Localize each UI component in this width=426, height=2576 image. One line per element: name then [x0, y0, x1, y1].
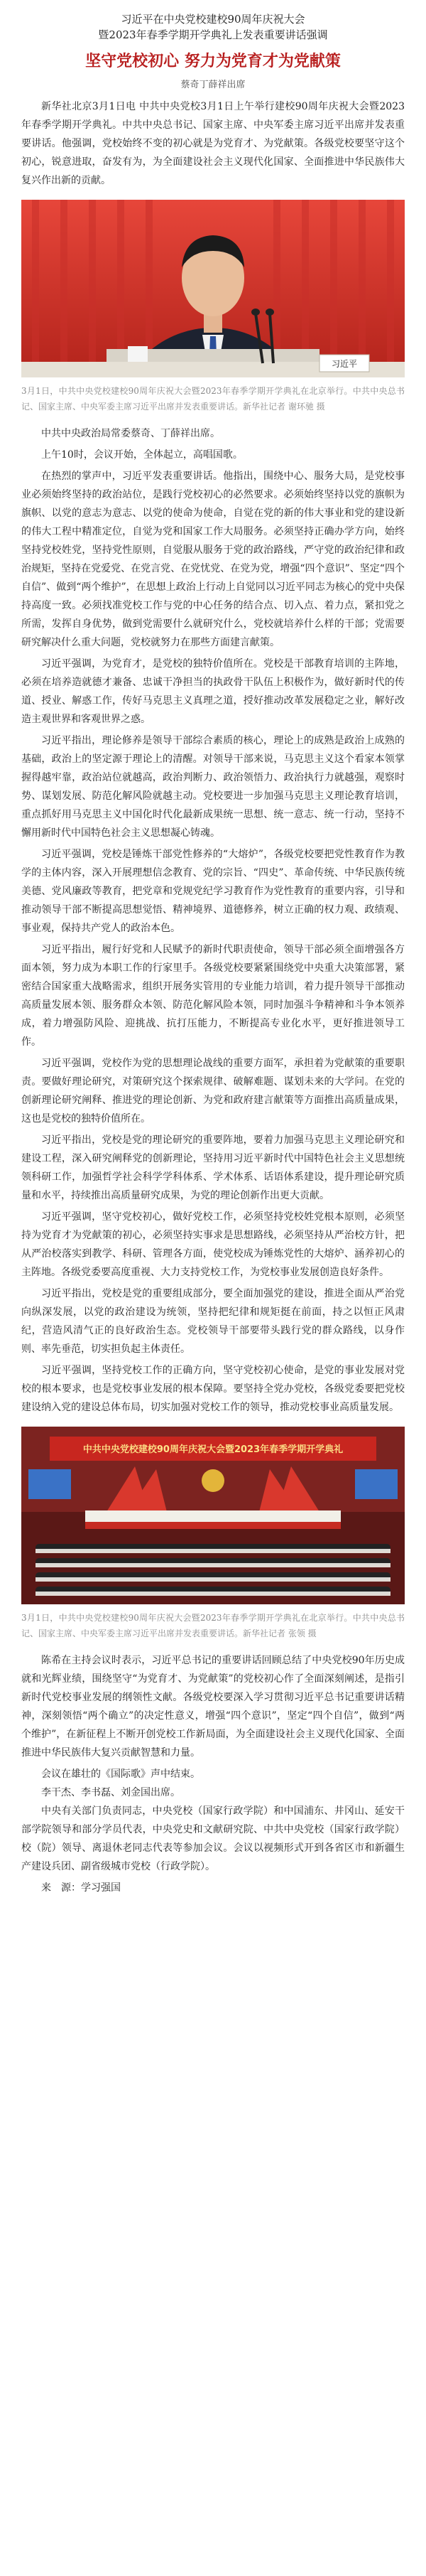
body-paragraph: 习近平强调，党校是锤炼干部党性修养的“大熔炉”，各级党校要把党性教育作为教学的主体内容，深入开展理想信念教育、党的宗旨、“四史”、革命传统、中华民族传统美德、党风廉政等教育，把党章和党规党纪学习教育作为党性教育的重要内容，引导和推动领导干部不断提高思想觉悟、精神境界、道德修养，树立正确的权力观、政绩观、事业观，保持共产党人的政治本色。	[21, 849, 405, 934]
byline: 蔡奇丁薛祥出席	[180, 80, 246, 90]
body-paragraph: 上午10时，会议开始，全体起立，高唱国歌。	[41, 449, 243, 461]
photo-assembly	[21, 1427, 405, 1604]
body-paragraph: 中共中央政治局常委蔡奇、丁薛祥出席。	[41, 428, 220, 439]
body-paragraph: 习近平指出，党校是党的重要组成部分，要全面加强党的建设，推进全面从严治党向纵深发展，以党的政治建设为统领，坚持把纪律和规矩挺在前面，持之以恒正风肃纪，营造风清气正的良好政治生态。党校领导干部要带头践行党的群众路线，以身作则、率先垂范，切实担负起主体责任。	[21, 1288, 405, 1355]
photo-caption-1: 3月1日，中共中央党校建校90周年庆祝大会暨2023年春季学期开学典礼在北京举行。中共中央总书记、国家主席、中央军委主席习近平出席并发表重要讲话。新华社记者 谢环驰 摄	[21, 386, 405, 412]
body-paragraph: 陈希在主持会议时表示，习近平总书记的重要讲话回顾总结了中央党校90年历史成就和光辉业绩，围绕坚守“为党育才、为党献策”的党校初心作了全面深刻阐述，是指引新时代党校事业发展的纲领性文献。各级党校要深入学习贯彻习近平总书记重要讲话精神，深刻领悟“两个确立”的决定性意义，增强“四个意识”，坚定“四个自信”，做到“两个维护”，在新征程上不断开创党校工作新局面，为全面建设社会主义现代化国家、全面推进中华民族伟大复兴贡献智慧和力量。	[21, 1655, 405, 1759]
source-line: 来 源：学习强国	[41, 1882, 121, 1894]
body-paragraph: 习近平指出，党校是党的理论研究的重要阵地，要着力加强马克思主义理论研究和建设工程，深入研究阐释党的创新理论，坚持用习近平新时代中国特色社会主义思想统领科研工作，加强哲学社会科学学科体系、学术体系、话语体系建设，提升理论研究质量和水平，持续推出高质量研究成果，为党的理论创新作出更大贡献。	[21, 1134, 405, 1201]
photo-assembly-illustration	[21, 1427, 405, 1604]
headline-subtitle-1: 习近平在中央党校建校90周年庆祝大会	[121, 13, 305, 26]
photo-caption-2: 3月1日，中共中央党校建校90周年庆祝大会暨2023年春季学期开学典礼在北京举行。中共中央总书记、国家主席、中央军委主席习近平出席并发表重要讲话。新华社记者 张领 摄	[21, 1613, 405, 1638]
closing-paragraph: 中央有关部门负责同志，中央党校（国家行政学院）和中国浦东、井冈山、延安干部学院领导和部分学员代表，中央党史和文献研究院、中共中央党校（国家行政学院）校（院）领导、离退休老同志代表等参加会议。会议以视频形式开到各省区市和新疆生产建设兵团、副省级城市党校（行政学院）。	[21, 1805, 405, 1872]
article-header	[21, 0, 405, 90]
lead-paragraph: 新华社北京3月1日电 中共中央党校3月1日上午举行建校90周年庆祝大会暨2023年春季学期开学典礼。中共中央总书记、国家主席、中央军委主席习近平出席并发表重要讲话。他强调，党校始终不变的初心就是为党育才、为党献策。各级党校要坚守这个初心，锐意进取，奋发有为，为全面建设社会主义现代化国家、全面推进中华民族伟大复兴作出新的贡献。	[21, 101, 405, 186]
closing-line: 李干杰、李书磊、刘金国出席。	[41, 1787, 180, 1798]
body-paragraph: 习近平强调，坚守党校初心，做好党校工作，必须坚持党校姓党根本原则，必须坚持为党育才为党献策的初心，必须坚持实事求是思想路线，必须坚持从严治校方针，把从严治校落实到教学、科研、管理各方面，使党校成为锤炼党性的大熔炉、涵养初心的主阵地。各级党委要高度重视、大力支持党校工作，为党校事业发展创造良好条件。	[21, 1211, 405, 1278]
body-paragraph: 在热烈的掌声中，习近平发表重要讲话。他指出，围绕中心、服务大局，是党校事业必须始终坚持的政治站位，是践行党校初心的必然要求。必须始终坚持以党的旗帜为旗帜、以党的意志为意志、以党的使命为使命，自觉在党的新的伟大事业和党的建设新的伟大工程中精准定位，自觉为党和国家工作大局服务。必须坚持正确办学方向，始终坚持党校姓党，坚持党性原则，自觉服从服务于党的政治路线，严守党的政治纪律和政治规矩，坚持在党爱党、在党言党、在党忧党、在党为党，增强“四个意识”、坚定“四个自信”、做到“两个维护”，在思想上政治上行动上自觉同以习近平同志为核心的党中央保持高度一致。必须找准党校工作与党的中心任务的结合点、切入点、着力点，紧扣党之所需，发挥自身优势，做到党需要什么就研究什么，党校就培养什么样的干部；党需要研究解决什么重大问题，党校就努力在那些方面建言献策。	[21, 471, 405, 648]
body-paragraph: 习近平强调，党校作为党的思想理论战线的重要方面军，承担着为党献策的重要职责。要做好理论研究，对策研究这个探索规律、破解难题、谋划未来的大学问。在党的创新理论研究阐释、推进党的理论创新、为党和政府建言献策等方面推出高质量成果，这也是党校的独特价值所在。	[21, 1058, 405, 1125]
body-paragraph: 习近平指出，履行好党和人民赋予的新时代职责使命，领导干部必须全面增强各方面本领，努力成为本职工作的行家里手。各级党校要紧紧围绕党中央重大决策部署，紧密结合国家重大战略需求，组织开展务实管用的专业能力培训，着力提升领导干部推动高质量发展本领、服务群众本领、防范化解风险本领，同时加强斗争精神和斗争本领养成，着力增强防风险、迎挑战、抗打压能力，不断提高专业化水平，更好推进领导工作。	[21, 944, 405, 1048]
body-paragraph: 习近平强调，为党育才，是党校的独特价值所在。党校是干部教育培训的主阵地，必须在培养造就德才兼备、忠诚干净担当的执政骨干队伍上积极作为，做好新时代的传道、授业、解惑工作，传好马克思主义真理之道，授好推动改革发展稳定之业，解好改造主观世界和客观世界之惑。	[21, 658, 405, 725]
body-paragraph: 习近平强调，坚持党校工作的正确方向，坚守党校初心使命，是党的事业发展对党校的根本要求，也是党校事业发展的根本保障。要坚持全党办党校，各级党委要把党校建设纳入党的建设总体布局，切实加强对党校工作的领导，推动党校事业高质量发展。	[21, 1365, 405, 1413]
assembly-banner-text: 中共中央党校建校90周年庆祝大会暨2023年春季学期开学典礼	[82, 1444, 344, 1455]
headline-title: 坚守党校初心 努力为党育才为党献策	[85, 52, 341, 70]
closing-line: 会议在雄壮的《国际歌》声中结束。	[41, 1769, 200, 1780]
photo-speech-illustration	[21, 200, 405, 377]
headline-subtitle-2: 暨2023年春季学期开学典礼上发表重要讲话强调	[98, 28, 328, 41]
nameplate-text: 习近平	[331, 359, 358, 369]
photo-speech	[21, 200, 405, 377]
body-paragraph: 习近平指出，理论修养是领导干部综合素质的核心，理论上的成熟是政治上成熟的基础，政治上的坚定源于理论上的清醒。对领导干部来说，马克思主义这个看家本领掌握得越牢靠，政治站位就越高，政治判断力、政治领悟力、政治执行力就越强，观察时势、谋划发展、防范化解风险就越主动。党校要进一步加强马克思主义理论教育培训，重点抓好用马克思主义中国化时代化最新成果统一思想、统一意志、统一行动，坚持不懈用新时代中国特色社会主义思想凝心铸魂。	[21, 735, 405, 839]
